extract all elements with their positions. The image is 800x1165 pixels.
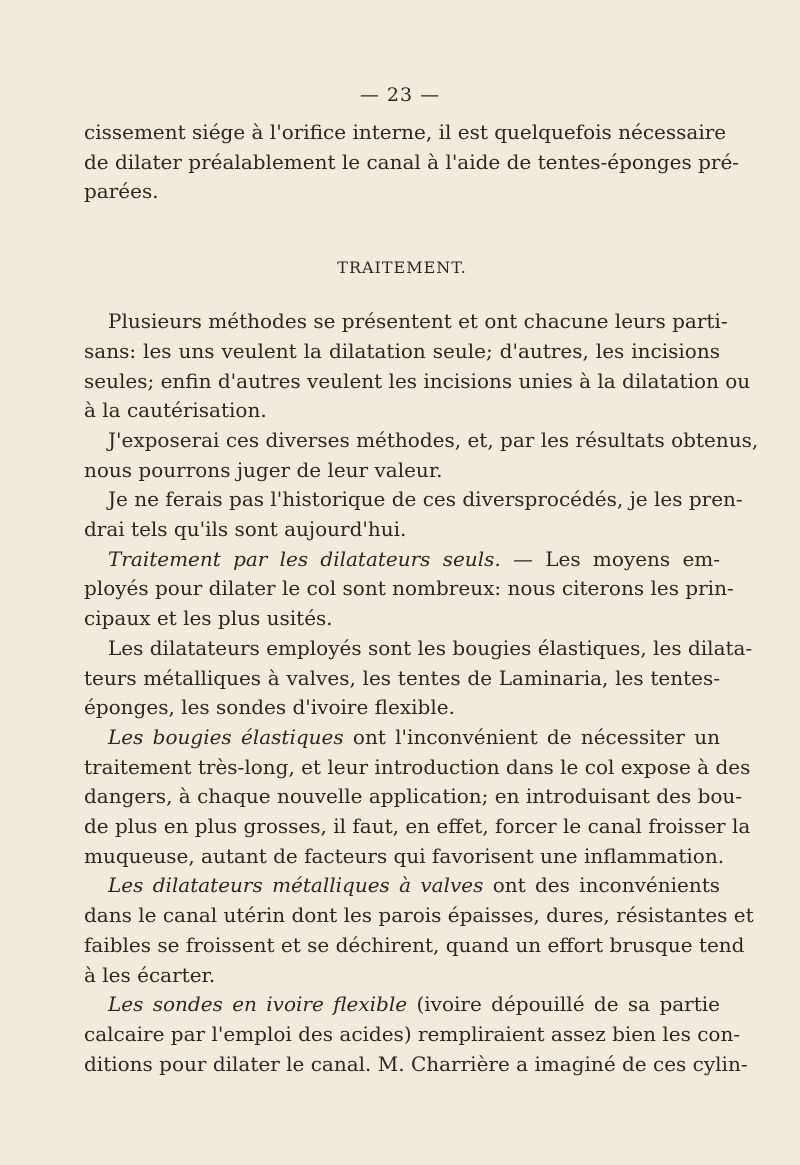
text-line: faibles se froissent et se déchirent, quand un effort brusque tend bbox=[84, 932, 745, 957]
text-line: dans le canal utérin dont les parois épaisses, dures, résistantes et bbox=[84, 903, 754, 928]
text-span: ont l'inconvénient de nécessiter un bbox=[343, 724, 720, 749]
text-span: (ivoire dépouillé de sa partie bbox=[407, 992, 721, 1017]
text-line: parées. bbox=[84, 179, 159, 204]
text-line: seules; enfin d'autres veulent les incisions unies à la dilatation ou bbox=[84, 368, 751, 393]
text-line: dangers, à chaque nouvelle application; en introduisant des bou- bbox=[84, 784, 743, 809]
italic-heading: Les bougies élastiques bbox=[108, 724, 344, 749]
text-line: ditions pour dilater le canal. M. Charrière a imaginé de ces cylin- bbox=[84, 1051, 748, 1076]
text-line bbox=[84, 545, 720, 575]
text-line: de plus en plus grosses, il faut, en effet, forcer le canal froisser la bbox=[84, 814, 751, 839]
text-line bbox=[84, 990, 720, 1020]
text-line: drai tels qu'ils sont aujourd'hui. bbox=[84, 517, 407, 542]
text-line bbox=[84, 723, 720, 753]
page-body bbox=[84, 118, 759, 1079]
italic-heading: Traitement par les dilatateurs seuls. bbox=[108, 546, 501, 571]
italic-heading: Les sondes en ivoire flexible bbox=[108, 992, 408, 1017]
text-line: Les dilatateurs employés sont les bougies élastiques, les dilata- bbox=[108, 635, 753, 660]
text-line: nous pourrons juger de leur valeur. bbox=[84, 457, 443, 482]
text-line: Plusieurs méthodes se présentent et ont chacune leurs parti- bbox=[108, 309, 728, 334]
text-line: éponges, les sondes d'ivoire flexible. bbox=[84, 695, 455, 720]
text-line: traitement très-long, et leur introduction dans le col expose à des bbox=[84, 754, 751, 779]
text-line: calcaire par l'emploi des acides) rempliraient assez bien les con- bbox=[84, 1021, 741, 1046]
italic-heading: Les dilatateurs métalliques à valves bbox=[108, 873, 484, 898]
text-line bbox=[84, 871, 720, 901]
text-line: de dilater préalablement le canal à l'aide de tentes-éponges pré- bbox=[84, 149, 740, 174]
text-line: muqueuse, autant de facteurs qui favorisent une inflammation. bbox=[84, 843, 725, 868]
text-line: J'exposerai ces diverses méthodes, et, par les résultats obtenus, bbox=[108, 427, 759, 452]
section-heading: TRAITEMENT. bbox=[337, 258, 467, 278]
text-line: à les écarter. bbox=[84, 962, 216, 987]
text-line: cipaux et les plus usités. bbox=[84, 606, 333, 631]
text-line: Je ne ferais pas l'historique de ces diversprocédés, je les pren- bbox=[108, 487, 743, 512]
text-span: — Les moyens em- bbox=[500, 546, 720, 571]
text-line: à la cautérisation. bbox=[84, 398, 267, 423]
page-number: — 23 — bbox=[359, 84, 441, 106]
text-line: ployés pour dilater le col sont nombreux: nous citerons les prin- bbox=[84, 576, 734, 601]
text-line: teurs métalliques à valves, les tentes de Laminaria, les tentes- bbox=[84, 665, 720, 690]
text-line: cissement siége à l'orifice interne, il est quelquefois nécessaire bbox=[84, 120, 727, 144]
text-span: ont des inconvénients bbox=[483, 873, 721, 898]
text-line: sans: les uns veulent la dilatation seule; d'autres, les incisions bbox=[84, 338, 720, 363]
